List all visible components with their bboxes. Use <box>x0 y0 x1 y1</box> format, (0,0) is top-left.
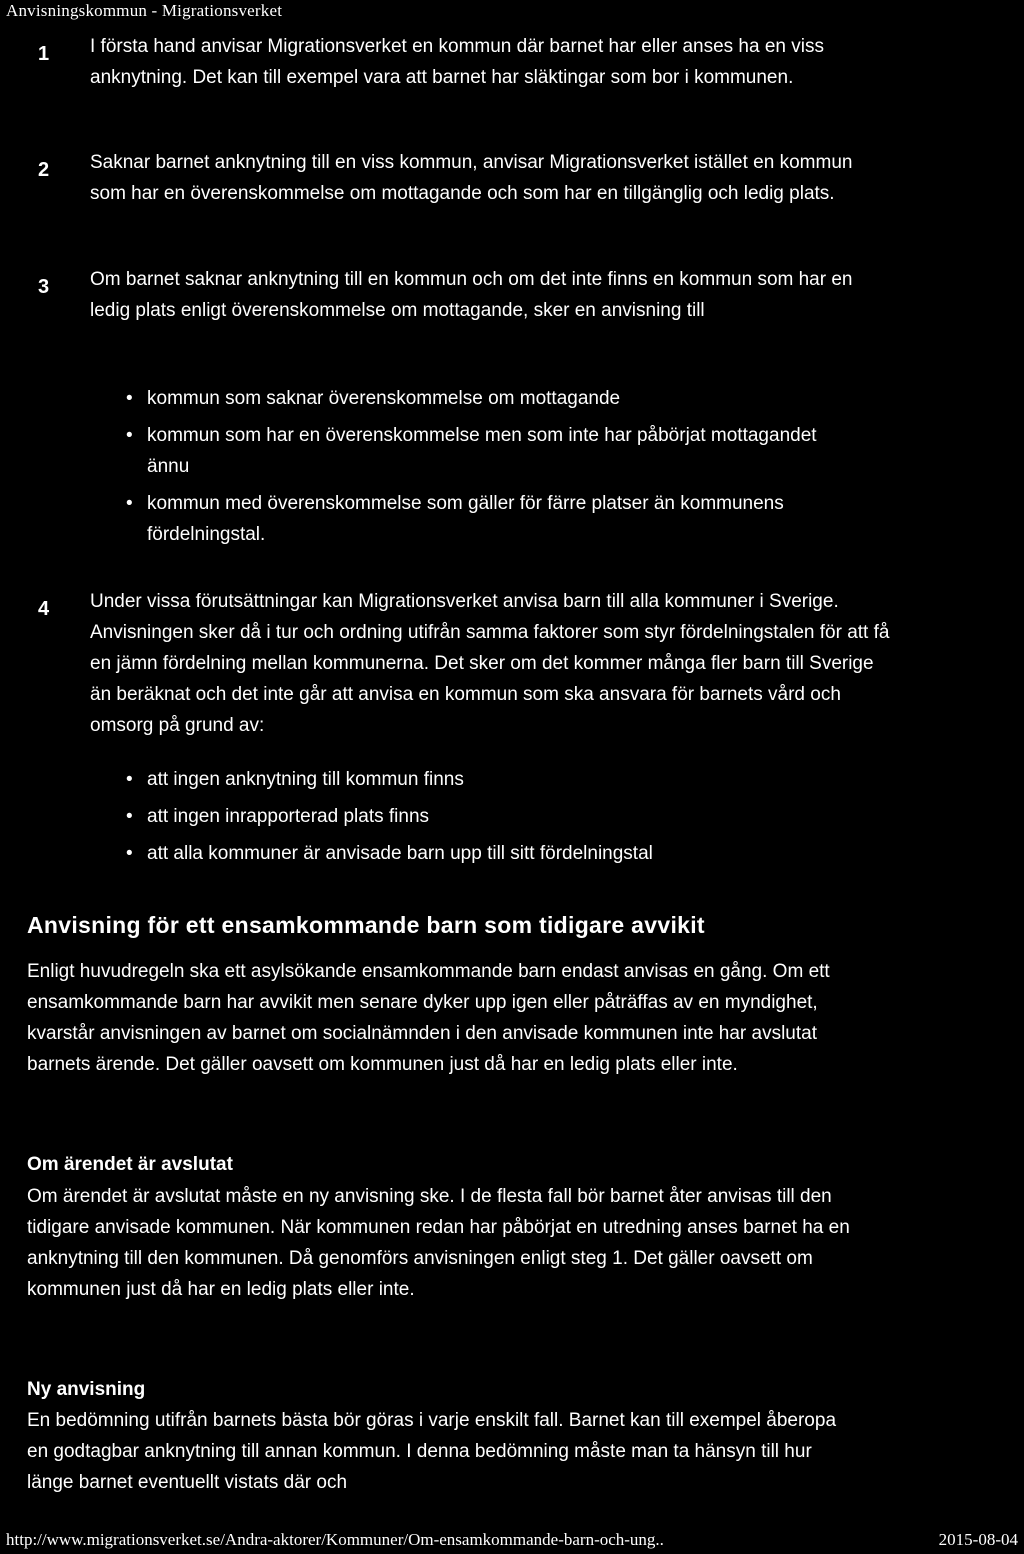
step-number: 4 <box>38 598 50 620</box>
list-item <box>124 801 844 832</box>
bullet-icon: • <box>126 425 133 446</box>
list-item-text: kommun med överenskommelse som gäller för färre platser än kommunens fördelningstal. <box>147 493 784 545</box>
step-text: Saknar barnet anknytning till en viss kommun, anvisar Migrationsverket istället en kommun som har en överenskommelse om mottagande och som har en tillgänglig och ledig plats. <box>90 152 853 204</box>
step-number: 2 <box>38 159 50 181</box>
print-header: Anvisningskommun - Migrationsverket <box>6 1 283 20</box>
bullet-icon: • <box>126 493 133 514</box>
print-date: 2015-08-04 <box>938 1530 1018 1549</box>
source-url: http://www.migrationsverket.se/Andra-aktorer/Kommuner/Om-ensamkommande-barn-och-ung.. <box>6 1530 664 1549</box>
step-3-bullet-list <box>124 383 844 550</box>
list-item-text: att ingen inrapporterad plats finns <box>147 806 430 827</box>
list-item-text: kommun som har en överenskommelse men som inte har påbörjat mottagandet ännu <box>147 425 817 477</box>
list-item <box>124 383 844 414</box>
list-item-text: kommun som saknar överenskommelse om mottagande <box>147 388 621 409</box>
list-item <box>124 838 844 869</box>
closed-case-heading: Om ärendet är avslutat <box>27 1154 233 1175</box>
step-number: 1 <box>38 43 50 65</box>
step-4-bullet-list <box>124 764 844 869</box>
list-item <box>124 488 844 550</box>
new-assignment-text: En bedömning utifrån barnets bästa bör göras i varje enskilt fall. Barnet kan till exempel åberopa en godtagbar anknytning till annan kommun. I denna bedömning måste man ta hänsyn till hur länge barnet eventuellt vistats där och <box>27 1410 837 1493</box>
bullet-icon: • <box>126 843 133 864</box>
list-item-text: att alla kommuner är anvisade barn upp till sitt fördelningstal <box>147 843 653 864</box>
step-number: 3 <box>38 276 50 298</box>
list-item <box>124 420 844 482</box>
list-item-text: att ingen anknytning till kommun finns <box>147 769 464 790</box>
step-text: Under vissa förutsättningar kan Migrationsverket anvisa barn till alla kommuner i Sverige. Anvisningen sker då i tur och ordning utifrån samma faktorer som styr fördelningstalen för att få en jämn fördelning mellan kommunerna. Det sker om det kommer många fler barn till Sverige än beräknat och det inte går att anvisa en kommun som ska ansvara för barnets vård och omsorg på grund av: <box>90 591 890 736</box>
step-text: Om barnet saknar anknytning till en kommun och om det inte finns en kommun som har en ledig plats enligt överenskommelse om mottagande, sker en anvisning till <box>90 269 853 321</box>
bullet-icon: • <box>126 806 133 827</box>
section-heading: Anvisning för ett ensamkommande barn som tidigare avvikit <box>27 912 705 938</box>
bullet-icon: • <box>126 769 133 790</box>
new-assignment-heading: Ny anvisning <box>27 1379 146 1400</box>
print-footer <box>6 1530 1018 1550</box>
list-item <box>124 764 844 795</box>
section-intro: Enligt huvudregeln ska ett asylsökande ensamkommande barn endast anvisas en gång. Om ett ensamkommande barn har avvikit men senare dyker upp igen eller påträffas av en myndighet, kvarstår anvisningen av barnet om socialnämnden i den anvisade kommunen inte har avslutat barnets ärende. Det gäller oavsett om kommunen just då har en ledig plats eller inte. <box>27 961 830 1075</box>
closed-case-text: Om ärendet är avslutat måste en ny anvisning ske. I de flesta fall bör barnet åter anvisas till den tidigare anvisade kommunen. När kommunen redan har påbörjat en utredning anses barnet ha en anknytning till den kommunen. Då genomförs anvisningen enligt steg 1. Det gäller oavsett om kommunen just då har en ledig plats eller inte. <box>27 1186 850 1300</box>
bullet-icon: • <box>126 388 133 409</box>
step-text: I första hand anvisar Migrationsverket en kommun där barnet har eller anses ha en viss anknytning. Det kan till exempel vara att barnet har släktingar som bor i kommunen. <box>90 36 824 88</box>
